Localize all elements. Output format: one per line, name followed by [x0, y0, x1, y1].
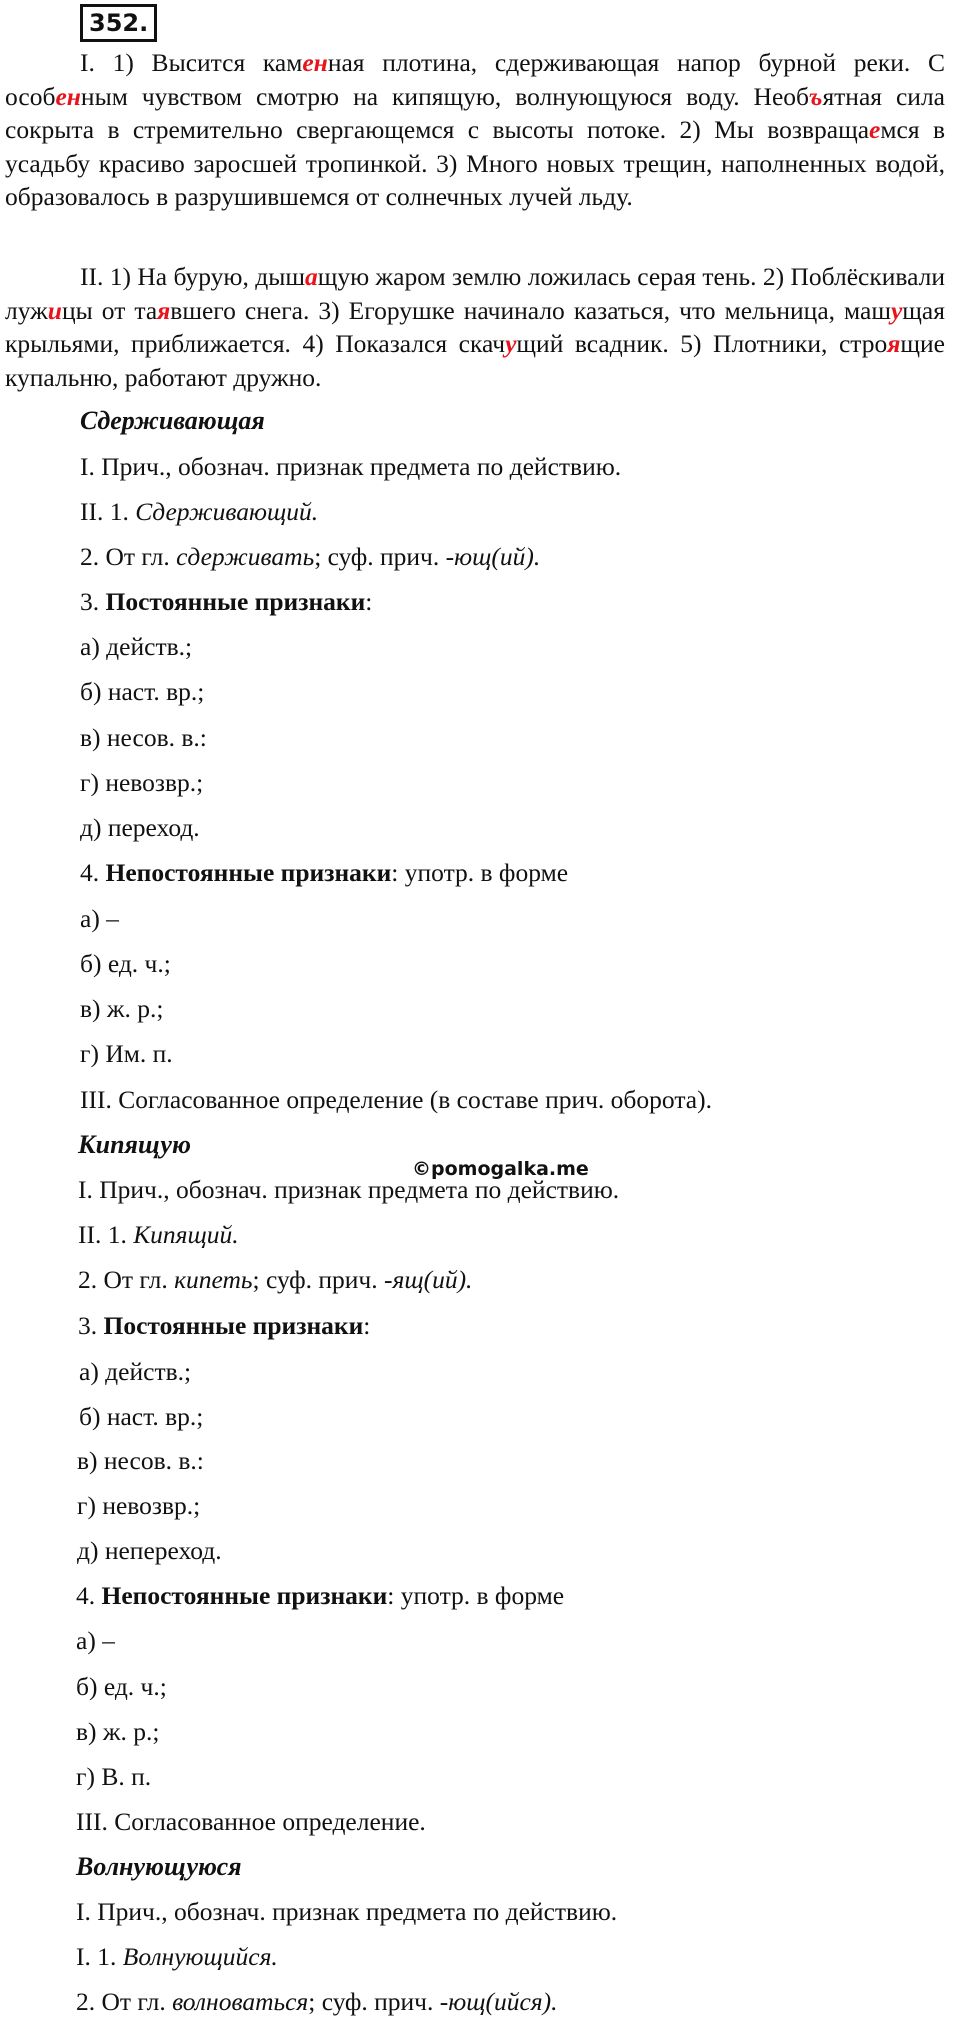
analysis-line: в) несов. в.: — [80, 723, 207, 752]
bold-text: Постоянные признаки — [105, 587, 366, 616]
analysis-line — [76, 1986, 558, 2018]
analysis-line — [80, 586, 372, 618]
analysis-line: б) наст. вр.; — [79, 1402, 204, 1431]
italic-text: сдерживать — [176, 542, 315, 571]
analysis-line — [80, 541, 540, 573]
analysis-line: г) Им. п. — [80, 1039, 173, 1068]
italic-text: ющ(ийся). — [448, 1987, 558, 2016]
section-title-kipyashchuyu: Кипящую — [78, 1130, 191, 1159]
analysis-line — [78, 1310, 370, 1342]
section-title-sderzhivayushchaya: Сдерживающая — [80, 406, 265, 435]
section-title-volnuyushchuyusya: Волнующуюся — [76, 1852, 242, 1881]
bold-text: Непостоянные признаки — [101, 1581, 388, 1610]
analysis-line: г) невозвр.; — [77, 1491, 201, 1520]
exercise-number-badge: 352. — [80, 4, 157, 42]
text: II. 1. — [80, 497, 136, 526]
analysis-line: I. Прич., обознач. признак предмета по действию. — [80, 452, 622, 481]
text: 2. От гл. — [80, 542, 177, 571]
analysis-line: б) наст. вр.; — [80, 677, 205, 706]
text: II. 1) На бурую, дыш — [80, 262, 305, 291]
text: 4. — [76, 1581, 102, 1610]
italic-text: Сдерживающий. — [135, 497, 319, 526]
text: вшего снега. 3) Егорушке начинало казаться, что мельница, маш — [170, 295, 891, 325]
text: : употр. в форме — [391, 858, 569, 887]
text: 2. От гл. — [76, 1987, 173, 2016]
text: : употр. в форме — [387, 1581, 565, 1610]
analysis-line — [76, 1941, 278, 1973]
bold-text: Постоянные признаки — [103, 1311, 364, 1340]
analysis-line: а) действ.; — [80, 632, 193, 661]
analysis-line: I. Прич., обознач. признак предмета по действию. — [76, 1897, 618, 1926]
italic-text: ящ(ий). — [392, 1265, 473, 1294]
highlighted-letter: у — [890, 295, 903, 325]
bold-text: Непостоянные признаки — [105, 858, 392, 887]
text: щие купальню, работают дружно. — [5, 329, 945, 392]
analysis-line: д) переход. — [80, 813, 200, 842]
text: 2. От гл. — [78, 1265, 175, 1294]
text: ; суф. прич. - — [252, 1265, 393, 1294]
text: 4. — [80, 858, 106, 887]
analysis-line: а) – — [80, 904, 119, 933]
highlighted-letter: а — [304, 262, 318, 291]
italic-text: Кипящий. — [133, 1220, 239, 1249]
text: ным чувством смотрю на кипящую, волнующуюся воду. Необ — [80, 81, 809, 111]
highlighted-letter: я — [887, 329, 901, 358]
analysis-line: а) – — [76, 1626, 115, 1655]
text: : — [363, 1311, 371, 1340]
text: 3. — [78, 1311, 104, 1340]
highlighted-letter: ен — [55, 81, 81, 111]
analysis-line: г) В. п. — [76, 1762, 152, 1791]
text: щая крыльями, приближается. 4) Показался скач — [5, 295, 945, 358]
highlighted-letter: е — [869, 115, 881, 144]
highlighted-letter: я — [157, 295, 171, 325]
highlighted-letter: ен — [302, 48, 328, 77]
italic-text: Волнующийся. — [122, 1942, 278, 1971]
highlighted-letter: у — [505, 329, 517, 358]
paragraph-part-1 — [5, 46, 945, 214]
text: ; суф. прич. - — [308, 1987, 449, 2016]
analysis-line: в) ж. р.; — [76, 1717, 160, 1746]
analysis-line: III. Согласованное определение. — [76, 1807, 426, 1836]
text: щий всадник. 5) Плотники, стро — [516, 329, 888, 358]
analysis-line: б) ед. ч.; — [76, 1672, 167, 1701]
analysis-line: I. Прич., обознач. признак предмета по действию. — [78, 1175, 620, 1204]
analysis-line: III. Согласованное определение (в составе прич. оборота). — [80, 1085, 712, 1114]
text: ; суф. прич. - — [314, 542, 455, 571]
analysis-line — [76, 1580, 564, 1612]
analysis-line: б) ед. ч.; — [80, 949, 171, 978]
text: ная плотина, сдерживающая напор бурной реки. С особ — [5, 48, 945, 111]
analysis-line: г) невозвр.; — [80, 768, 204, 797]
text: II. 1. — [78, 1220, 134, 1249]
italic-text: кипеть — [174, 1265, 253, 1294]
text: щую жаром землю ложилась серая тень. 2) Поблёскивали луж — [5, 262, 945, 325]
text: цы от та — [61, 295, 158, 325]
italic-text: волноваться — [172, 1987, 309, 2016]
analysis-line — [80, 857, 568, 889]
text: I. 1) Высится кам — [80, 48, 303, 77]
analysis-line: в) ж. р.; — [80, 994, 164, 1023]
highlighted-letter: и — [47, 295, 62, 325]
watermark: ©pomogalka.me — [412, 1158, 589, 1180]
text: 3. — [80, 587, 106, 616]
analysis-line — [78, 1264, 472, 1296]
analysis-line — [80, 496, 318, 528]
text: ятная сила сокрыта в стремительно свергающемся с высоты потоке. 2) Мы возвраща — [5, 81, 945, 144]
analysis-line: д) непереход. — [77, 1536, 222, 1565]
analysis-line — [78, 1219, 239, 1251]
text: I. 1. — [76, 1942, 123, 1971]
highlighted-letter: ъ — [809, 81, 823, 111]
text: мся в усадьбу красиво заросшей тропинкой. 3) Много новых трещин, наполненных водой, образовалось в разрушившемся от солнечных лучей льду. — [5, 115, 945, 211]
analysis-line: а) действ.; — [79, 1357, 192, 1386]
analysis-line: в) несов. в.: — [77, 1446, 204, 1475]
italic-text: ющ(ий). — [454, 542, 541, 571]
text: : — [365, 587, 373, 616]
paragraph-part-2 — [5, 260, 945, 394]
